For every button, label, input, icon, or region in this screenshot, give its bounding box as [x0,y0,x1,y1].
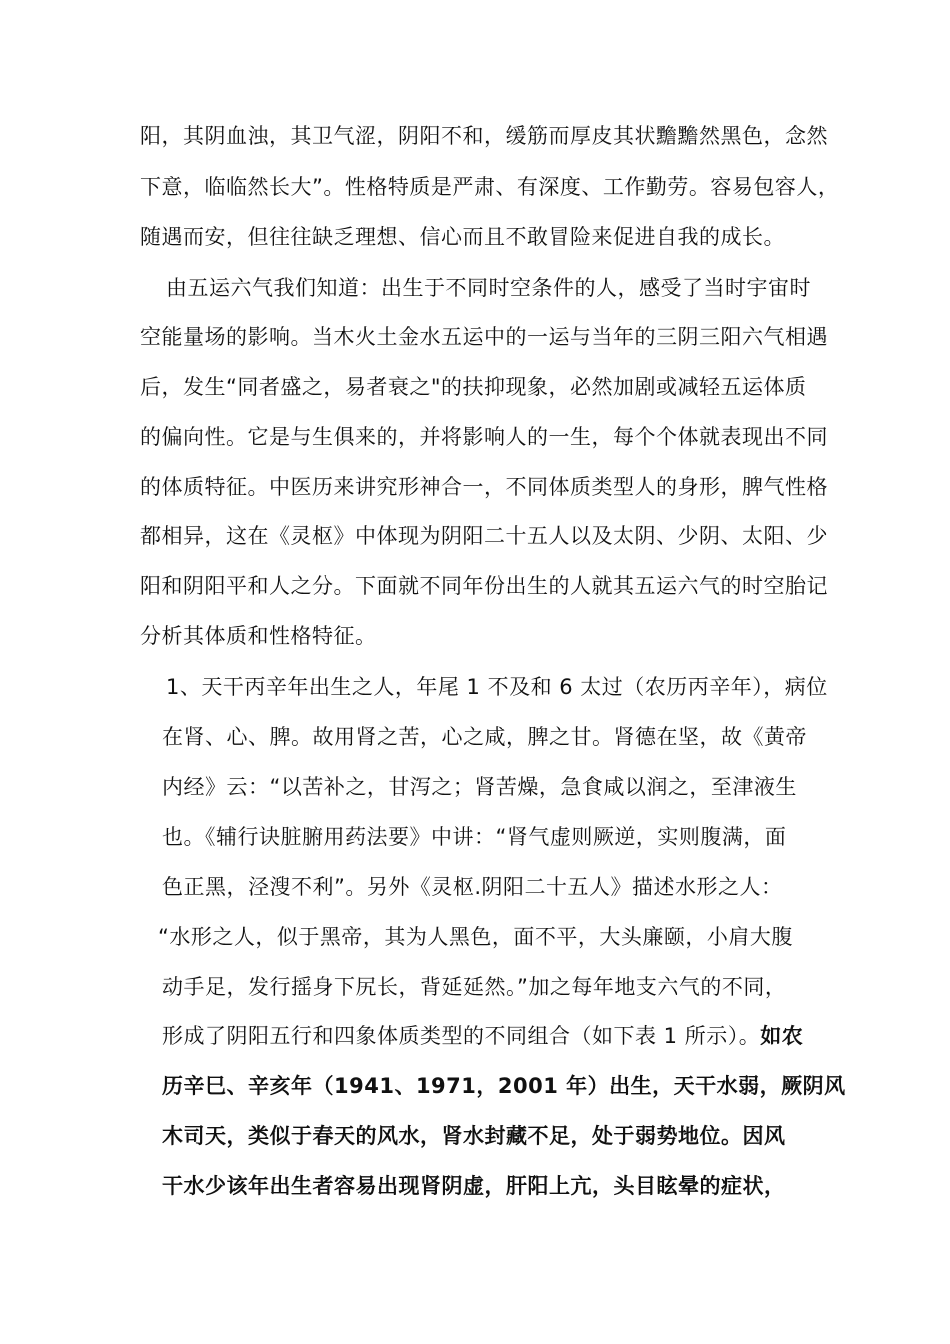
text-line: 1、天干丙辛年出生之人，年尾 1 不及和 6 太过（农历丙辛年），病位 [166,675,828,699]
text-line: 分析其体质和性格特征。 [140,624,377,648]
text-line: 阳，其阴血浊，其卫气涩，阴阳不和，缓筋而厚皮其状黵黵然黑色，念然 [140,124,828,148]
text-line: 随遇而安，但往往缺乏理想、信心而且不敢冒险来促进自我的成长。 [140,225,785,249]
bold-text-span: 如农 [760,1024,804,1048]
text-line: 在肾、心、脾。故用肾之苦，心之咸，脾之甘。肾德在坚，故《黄帝 [162,725,807,749]
text-line: 都相异，这在《灵枢》中体现为阴阳二十五人以及太阴、少阴、太阳、少 [140,524,828,548]
bold-text-line: 历辛巳、辛亥年（1941、1971，2001 年）出生，天干水弱，厥阴风 [162,1074,846,1098]
text-line: 由五运六气我们知道：出生于不同时空条件的人，感受了当时宇宙时 [166,276,811,300]
text-span: 形成了阴阳五行和四象体质类型的不同组合（如下表 1 所示）。 [162,1024,761,1048]
text-line: 的体质特征。中医历来讲究形神合一，不同体质类型人的身形，脾气性格 [140,475,828,499]
bold-text-line: 木司天，类似于春天的风水，肾水封藏不足，处于弱势地位。因风 [162,1124,786,1148]
text-line: 也。《辅行诀脏腑用药法要》中讲：“肾气虚则厥逆，实则腹满，面 [162,825,787,849]
text-line: “水形之人，似于黑帝，其为人黑色，面不平，大头廉颐，小肩大腹 [158,925,793,949]
text-line: 下意，临临然长大”。性格特质是严肃、有深度、工作勤劳。容易包容人， [140,175,840,199]
text-line: 空能量场的影响。当木火土金水五运中的一运与当年的三阴三阳六气相遇 [140,325,828,349]
text-line: 后，发生“同者盛之，易者衰之"的扶抑现象，必然加剧或减轻五运体质 [140,375,807,399]
text-line: 动手足，发行摇身下尻长，背延延然。”加之每年地支六气的不同， [162,975,787,999]
text-line [162,1021,803,1051]
text-line: 色正黑，泾溲不利”。另外《灵枢.阴阳二十五人》描述水形之人： [162,875,783,899]
bold-text-line: 干水少该年出生者容易出现肾阴虚，肝阳上亢，头目眩晕的症状， [162,1174,786,1198]
text-line: 内经》云：“以苦补之，甘泻之；肾苦燥，急食咸以润之，至津液生 [162,775,797,799]
text-line: 的偏向性。它是与生俱来的，并将影响人的一生，每个个体就表现出不同 [140,425,828,449]
text-line: 阳和阴阳平和人之分。下面就不同年份出生的人就其五运六气的时空胎记 [140,574,828,598]
